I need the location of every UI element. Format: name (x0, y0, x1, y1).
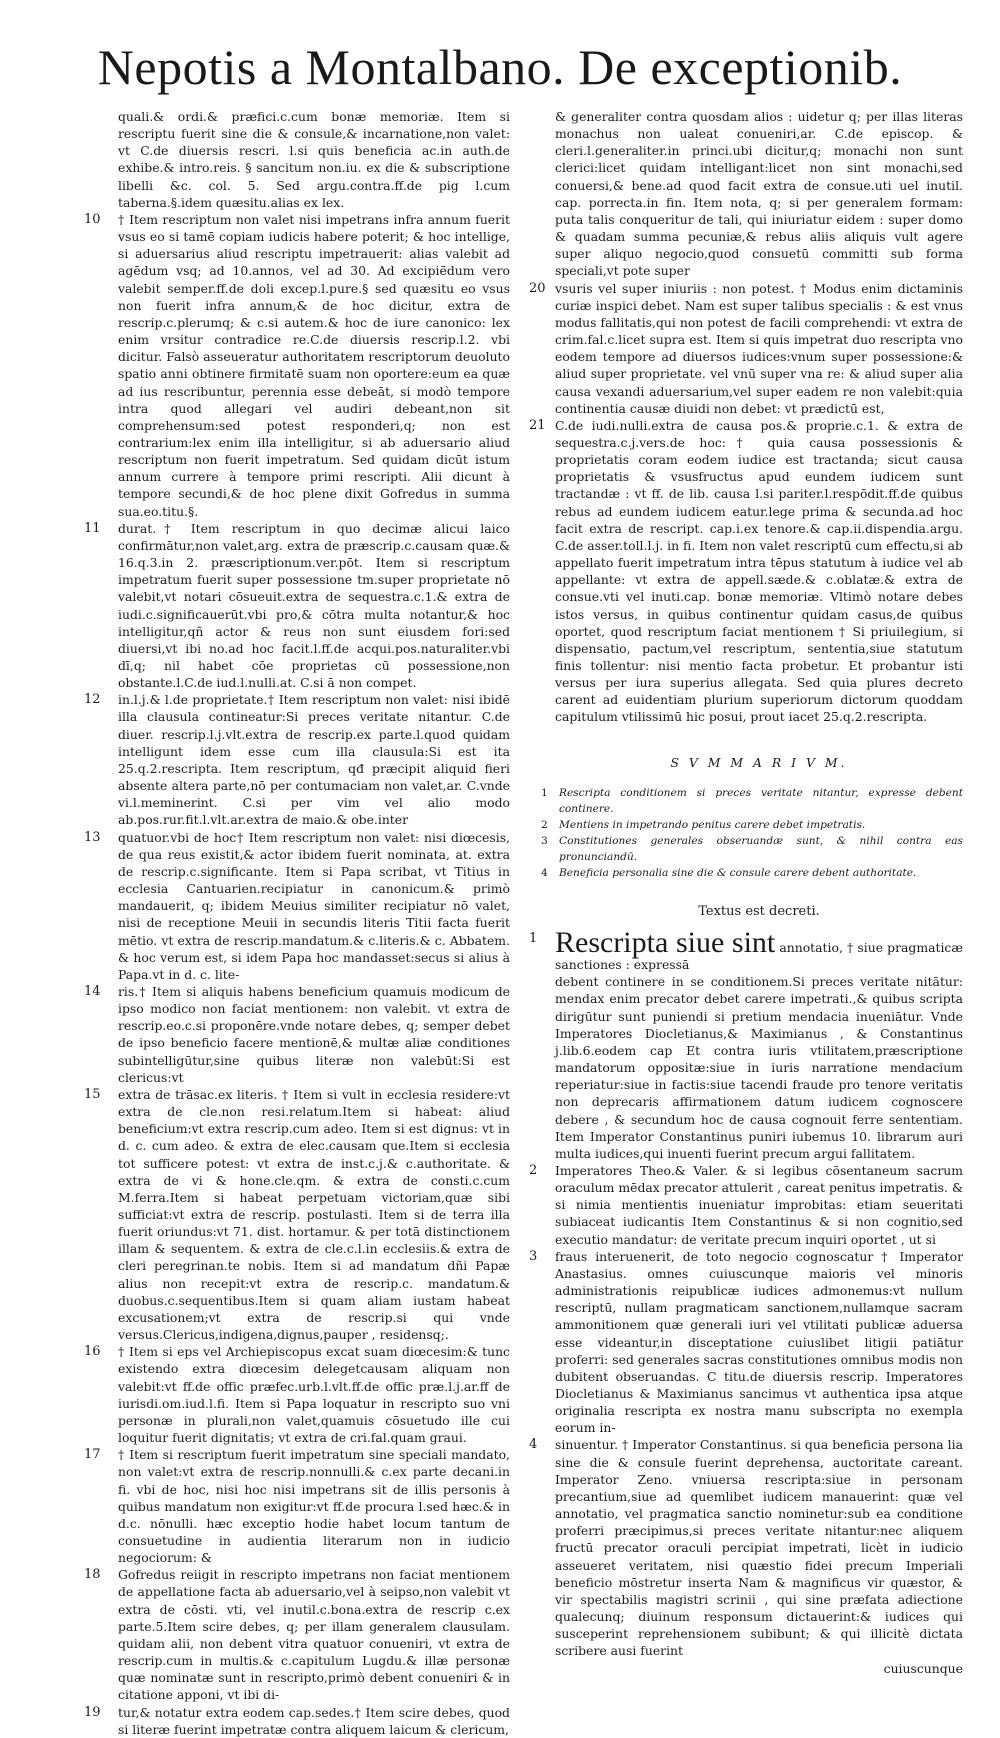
summary-item: 2 Mentiens in impetrando penitus carere debet impetratis. (541, 818, 866, 831)
summary-item: 1 Rescripta conditionem si preces veritate nitantur, expresse debent continere. (541, 786, 963, 815)
page-title: Nepotis a Montalbano. De exceptionib. (97, 39, 903, 95)
left-paragraph: 17 † Item si rescriptum fuerit impetratum sine speciali mandato, non valet:vt extra de rescrip.nonnulli.& c.ex parte decani.in fi. vbi de hoc, nisi hoc nisi impetrans sit de illis personis à quibus mandatum non exigitur:vt ff.de procura l.sed hæc.& in d.c. nōnulli. hæc exceptio hodie habet locum tantum de consuetudine in audientia literarum non in iudicio negociorum: & (84, 1447, 510, 1566)
decree-opening: 1 Rescripta siue sint annotatio, † siue pragmaticæ sanctiones : expressā (529, 925, 963, 973)
right-paragraph: & generaliter contra quosdam alios : uidetur q; per illas literas monachus non ualeat conueniri,ar. C.de episcop. & cleri.l.generaliter.in princi.ubi dicitur,q; monachi non sunt clerici:licet quidam intelligant:licet non sint monachi,sed conuersi,& bene.ad quod facit extra de consue.uti uel inutil. cap. porrecta.in fin. Item nota, q; si per generalem formam: puta talis conqueritur de tali, qui iniuriatur eidem : super domo & quadam summa pecuniæ,& rebus aliis aliquis vult agere super aliquo negocio,quod consuetū committi sub forma speciali,vt pote super (555, 109, 963, 279)
right-paragraph: 21 C.de iudi.nulli.extra de causa pos.& proprie.c.1. & extra de sequestra.c.j.vers.de hoc:† quia causa possessionis & proprietatis coram eodem iudice est tractanda; sicut causa proprietatis & vsusfructus apud eundem iudicem sunt tractandæ : vt ff. de lib. causa l.si pariter.l.respōdit.ff.de quibus rebus ad eundem iudicem eatur.lege prima & secunda.ad hoc facit extra de rescript. cap.i.ex tenore.& cap.ii.dispendia.argu. C.de asser.toll.l.j. in fi. Item non valet rescriptū cum effectu,si ab appellato fuerit impetratum intra tēpus statutum à iudice vel ab appellante: vt extra de appell.sæde.& c.oblatæ.& extra de consue.vti vel inuti.cap. bonæ memoriæ. Vltimò notare debes istos versus, in quibus continentur quidam casus,de quibus oportet, quod rescriptum faciat mentionem † Si priuilegium, si dispensatio, pactum,vel rescriptum, sententia,siue statutum finis tollentur: nisi mentio facta probetur. Et probantur isti versus per iura superius allegata. Sed quia plures decreto carent ad euidentiam plurium superiorum dictorum quoddam capitulum vtilissimū hic posui, prout iacet 25.q.2.rescripta. (529, 417, 963, 725)
dropcap-heading: Rescripta siue sint (555, 925, 776, 959)
left-paragraph: 16 † Item si eps vel Archiepiscopus excat suam diœcesim:& tunc existendo extra diœcesim delegetcausam aliquam non valebit:vt ff.de offic præfec.urb.l.vlt.ff.de offic præ.l.j.ar.ff de iurisdi.om.iud.l.fi. Item si Papa loquatur in rescripto suo vni personæ in plurali,non valet,quamuis cōsuetudo ille cui loquitur fuerit dignitatis; vt extra de cri.fal.quam graui. (84, 1344, 510, 1446)
left-column (84, 108, 510, 1738)
summarium-heading: S V M M A R I V M. (670, 754, 848, 770)
decree-paragraph: 2 Imperatores Theo.& Valer. & si legibus cōsentaneum sacrum oraculum mēdax precator attulerit , careat penitus impetratis. & si nimia mentientis inueniatur improbitas: etiam seueritati subiaceat iudicantis Item Constantinus & si non cognitio,sed executio mandatur: de veritate precum inquiri oportet , ut si (529, 1162, 963, 1247)
left-paragraph: 11 durat.† Item rescriptum in quo decimæ alicui laico confirmātur,non valet,arg. extra de præscrip.c.causam quæ.& 16.q.3.in 2. præscriptionum.ver.pōt. Item si rescriptum impetratum fuerit super possessione tm.super proprietate nō valebit,vt notari cōsueuit.extra de sequestra.c.1.& extra de iudi.c.significauerūt.vbi pro,& cōtra multa notantur,& hoc intelligitur,qñ actor & reus non sunt eiusdem fori:sed diuersi,vt ibi no.ad hoc facit.l.ff.de acqui.pos.naturaliter.vbi dī,q; nil habet cōe proprietas cū possessione,non obstante.l.C.de iud.l.nulli.at. C.si ā non compet. (84, 520, 510, 691)
left-paragraph: 19 tur,& notatur extra eodem cap.sedes.† Item scire debes, quod si literæ fuerint impetratæ contra aliquem laicum & clericum, (84, 1704, 510, 1737)
textus-heading: Textus est decreti. (698, 903, 820, 919)
decree-paragraph: 4 sinuentur. † Imperator Constantinus. si qua beneficia persona lia sine die & consule fuerint deprehensa, auctoritate careant. Imperator Zeno. vniuersa rescripta:siue in personam precantium,siue ad quemlibet iudicem manauerint: quæ vel annotatio, vel pragmatica sanctio nominetur:sub ea conditione proferri præcipimus,si preces veritate nitantur:nec aliquem fructū precator oraculi percipiat impetrati, licèt in iudicio asseueret veritatem, nisi quæstio fidei precum Imperiali beneficio mōstretur inserta Nam & magnificus vir quæstor, & vir spectabilis magistri scrinii , qui sine præfata adiectione qualecunq; diuinum responsum dictauerint:& iudices qui susceperint reprehensionem subibunt; & qui illicitè dictata scribere ausi fuerint (529, 1437, 963, 1659)
right-column (529, 108, 963, 1677)
summary-item: 3 Constitutiones generales obseruandæ sunt, & nihil contra eas pronunciandū. (541, 834, 963, 863)
left-paragraph: 10 † Item rescriptum non valet nisi impetrans infra annum fuerit vsus eo si tamē copiam iudicis habere poterit; & hoc intellige, si aduersarius aliud rescriptu impetrauerit: alias valebit ad agēdum vsq; ad 10.annos, vel ad 30. Ad excipiēdum vero valebit semper.ff.de doli excep.l.pure.§ sed quæsitu eo vsus non fuerit infra annum,& de hoc dicitur, extra de rescrip.c.plerumq; & c.si autem.& hoc de iure canonico: lex enim vrsitur contradice re.C.de diuersis rescrip.l.2. vbi dicitur. Falsò asseueratur authoritatem rescriptorum deuoluto spatio anni obtinere firmitatē suam non oportere:eum ea quæ ad ius rescribuntur, perennia esse debeāt, si modò tempore intra quod allegari vel audiri debeant,non sit comprehensum:sed potest responderi,q; non est contrarium:lex enim illa intelligitur, si ab aduersario aliud rescriptum non fuerit impetratum. Sed quidam dicūt istum annum currere à tempore primi rescripti. Alii dicunt à tempore secundi,& de hoc plene dixit Gofredus in summa sua.eo.titu.§. (84, 211, 510, 519)
catchword: cuiuscunque (883, 1660, 963, 1676)
right-paragraph: 20 vsuris vel super iniuriis : non potest. † Modus enim dictaminis curiæ inspici debet. Nam est super talibus specialis : & est vnus modus fallitatis,qui non potest de facili comprehendi: vt extra de crim.fal.c.licet supra est. Item si quis impetrat duo rescripta vno eodem tempore ad diuersos iudices:vnum super possessione:& aliud super proprietate. vel vnū super vna re: & aliud super alia causa vexandi aduersarium,vel super eadem re non valebit:quia continentia causæ diuidi non debet: vt prædictū est, (529, 280, 963, 416)
left-paragraph: 18 Gofredus reiigit in rescripto impetrans non faciat mentionem de appellatione facta ab aduersario,vel à seipso,non valebit vt extra de cōsti. vti, vel inutil.c.bona.extra de rescrip c.ex parte.5.Item scire debes, q; per illam generalem clausulam. quidam alii, non debent vitra quatuor conueniri, vt extra de rescrip.cum in multis.& c.capitulum Lugdu.& illæ personæ quæ nominatæ sunt in rescripto,primò debent conueniri & in citatione apponi, vt ibi di- (84, 1567, 510, 1703)
summary-list (541, 785, 963, 881)
decree-paragraph: 3 fraus interuenerit, de toto negocio cognoscatur † Imperator Anastasius. omnes cuiuscunque maioris vel minoris administrationis reipublicæ iudices admonemus:vt nullum rescriptū, nullam pragmaticam sanctionem,nullamque sacram ammonitionem quæ generali iuri vel vtilitati publicæ aduersa esse videantur,in disceptatione cuiuslibet litigii patiātur proferri: sed generales sacras constitutiones omnibus modis non dubitent obseruandas. C titu.de diuersis rescrip. Imperatores Diocletianus & Maximianus sancimus vt authentica ipsa atque originalia rescripta ex nostra manu subscripta no exempla eorum in- (529, 1248, 963, 1436)
left-paragraph: 14 ris.† Item si aliquis habens beneficium quamuis modicum de ipso modico non faciat mentionem: non valebit. vt extra de rescrip.eo.c.si proponēre.vnde notare debes, q; semper debet de ipso beneficio facere mentionē,& multæ aliæ conditiones subintelligūtur,sine quibus literæ non valebūt:Si est clericus:vt (84, 983, 510, 1085)
decree-paragraph: debent continere in se conditionem.Si preces veritate nitātur: mendax enim precator debet carere impetrati.,& quibus scripta dirigūtur sunt puniendi si pretium mendacia inueniātur. Vnde Imperatores Diocletianus,& Maximianus , & Constantinus j.lib.6.eodem cap Et contra iuris vtilitatem,præscriptione mandatorum oppositæ:siue in iuris narratione mendacium reperiatur:siue in factis:siue tacendi fraude pro tenore veritatis non deprecaris affirmationem datum iudicem cognoscere debere , & secundum hoc de causa cognouit ferre sententiam. Item Imperator Constantinus puniri iubemus 10. librarum auri multa iudices,qui inuenti fuerint precum argui fallitatem. (555, 974, 963, 1161)
dropcap-marker: 1 (529, 930, 538, 946)
summary-item: 4 Beneficia personalia sine die & consule carere debent authoritate. (541, 866, 917, 879)
left-paragraph: 13 quatuor.vbi de hoc† Item rescriptum non valet: nisi diœcesis, de qua reus existit,& actor ibidem fuerit nominata, at. extra de rescrip.c.significante. Item si Papa scribat, vt Titius in ecclesia Cantuarien.recipiatur in canonicum.& primò mandauerit, q; ibidem Meuius similiter recipiatur nō valet, nisi de receptione Meuii in secundis literis Titii facta fuerit mētio. vt extra de rescrip.mandatum.& c.literis.& c. Abbatem. & hoc verum est, si idem Papa hoc mandasset:secus si alius à Papa.vt in d. c. lite- (84, 829, 510, 982)
left-paragraph: quali.& ordi.& præfici.c.cum bonæ memoriæ. Item si rescriptu fuerit sine die & consule,& incarnatione,non valet: vt C.de diuersis rescri. l.si quis beneficia ac.in auth.de exhibe.& intro.reis. § sancitum non.iu. ex die & subscriptione libelli &c. col. 5. Sed argu.contra.ff.de pig l.cum taberna.§.idem quæsitu.alias ex lex. (118, 109, 510, 210)
left-paragraph: 15 extra de trāsac.ex literis. † Item si vult in ecclesia residere:vt extra de cle.non resi.relatum.Item si habeat: aliud beneficium:vt extra rescrip.cum adeo. Item si est dignus: vt in d. c. cum adeo. & extra de elec.causam que.Item si ecclesia tot sufficere potest: vt extra de inst.c.j.& c.authoritate. & extra de vi & hone.cle.qm. & extra de consti.c.cum M.ferra.Item si habeat perpetuam victoriam,quæ sibi sufficiat:vt extra de rescrip. postulasti. Item si de terra illa fuerit oriundus:vt 71. dist. hortamur. & per totā distinctionem illam & sequentem. & extra de cle.c.l.in ecclesiis.& extra de cleri peregrinan.te nobis. Item si ad mandatum dñi Papæ alius non recepit:vt extra de rescrip.c. mandatum.& duobus.c.sequentibus.Item si quam aliam iustam habeat excusationem;vt extra de rescrip.si qui vnde versus.Clericus,indigena,dignus,pauper , residensq;. (84, 1086, 510, 1343)
left-paragraph: 12 in.l.j.& l.de proprietate.† Item rescriptum non valet: nisi ibidē illa clausula contineatur:Si preces veritate nitantur. C.de diuer. rescrip.l.j.vlt.extra de rescrip.ex parte.l.quod quidam intelligunt idem esse cum illa clausula:Si est ita 25.q.2.rescripta. Item rescriptum, qđ præcipit aliquid fieri absente altera parte,nō per contumaciam non valet,ar. C.vnde vi.l.meminerint. C.si per vim vel alio modo ab.pos.rur.fit.l.vlt.ar.extra de maio.& obe.inter (84, 692, 510, 828)
